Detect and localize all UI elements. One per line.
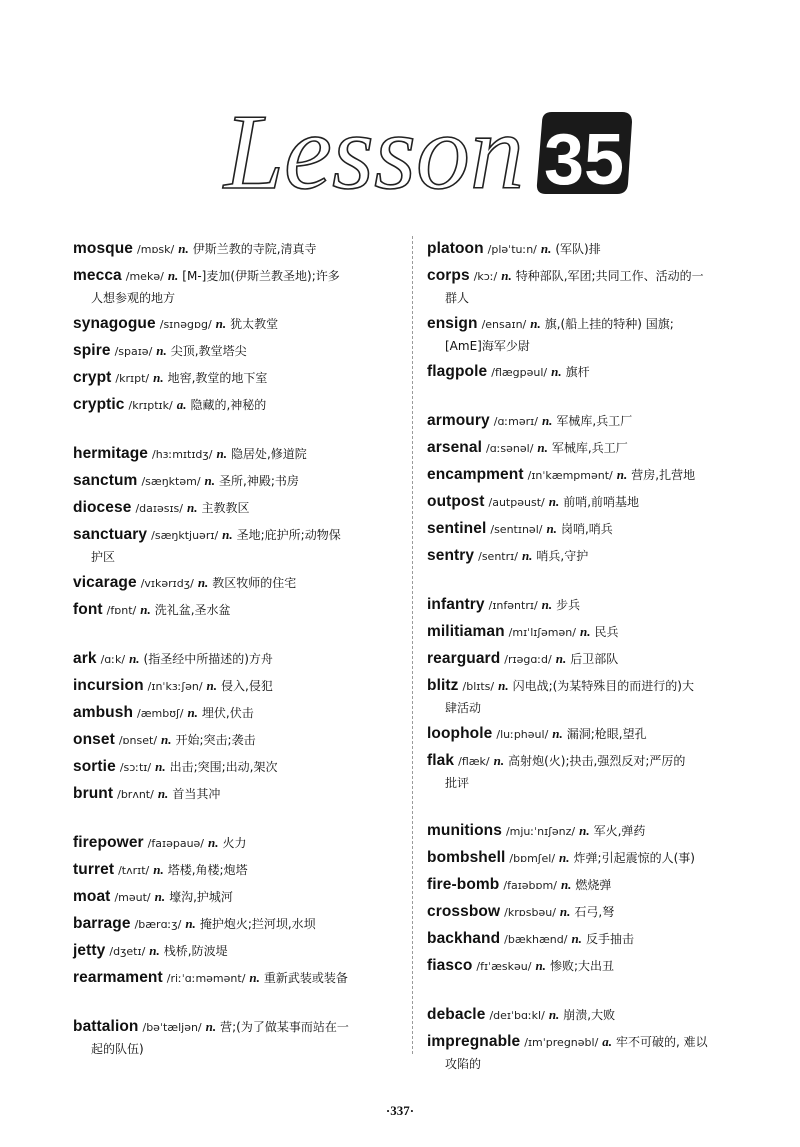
vocab-entry bbox=[427, 748, 762, 794]
definition: 主教教区 bbox=[201, 501, 250, 515]
part-of-speech: n. bbox=[140, 602, 151, 617]
pronunciation: /bærɑːʒ/ bbox=[134, 918, 182, 931]
pronunciation: /sentɪnəl/ bbox=[490, 523, 543, 536]
headword: turret bbox=[73, 861, 115, 878]
vocab-entry bbox=[73, 236, 413, 263]
pronunciation: /kɔː/ bbox=[473, 270, 498, 283]
vocab-entry bbox=[427, 236, 762, 263]
part-of-speech: n. bbox=[540, 241, 552, 256]
vocab-entry bbox=[73, 673, 413, 700]
pronunciation: /sæŋktəm/ bbox=[141, 475, 201, 488]
headword: backhand bbox=[427, 930, 501, 947]
part-of-speech: n. bbox=[187, 705, 198, 720]
definition: 火力 bbox=[222, 836, 247, 850]
vocab-entry bbox=[73, 781, 413, 808]
definition: 圣所,神殿;书房 bbox=[219, 474, 299, 488]
headword: militiaman bbox=[427, 623, 505, 640]
pronunciation: /ɒnset/ bbox=[118, 734, 158, 747]
vocab-entry bbox=[73, 338, 413, 365]
definition: 哨兵,守护 bbox=[536, 549, 589, 563]
part-of-speech: n. bbox=[546, 521, 557, 536]
headword: sentry bbox=[427, 547, 475, 564]
vocab-entry bbox=[427, 926, 762, 953]
headword: blitz bbox=[427, 677, 459, 694]
definition: 侵入,侵犯 bbox=[221, 679, 273, 693]
lesson-number-badge bbox=[537, 112, 632, 200]
vocab-entry bbox=[73, 263, 413, 309]
definition-continued: 肆活动 bbox=[445, 701, 482, 715]
headword: mecca bbox=[73, 267, 122, 284]
pronunciation: /flægpəul/ bbox=[491, 366, 548, 379]
pronunciation: /brʌnt/ bbox=[117, 788, 154, 801]
pronunciation: /bɒmʃel/ bbox=[509, 852, 556, 865]
definition: 旗,(船上挂的特种) 国旗; bbox=[544, 317, 674, 331]
headword: crossbow bbox=[427, 903, 501, 920]
vocab-entry bbox=[73, 727, 413, 754]
headword: vicarage bbox=[73, 574, 137, 591]
part-of-speech: n. bbox=[153, 370, 164, 385]
part-of-speech: n. bbox=[154, 889, 166, 904]
pronunciation: /mɪˈlɪʃəmən/ bbox=[508, 626, 576, 639]
vocab-entry bbox=[427, 818, 762, 845]
part-of-speech: n. bbox=[579, 624, 591, 639]
definition: 后卫部队 bbox=[570, 652, 619, 666]
pronunciation: /sɔːtɪ/ bbox=[119, 761, 152, 774]
part-of-speech: n. bbox=[616, 467, 628, 482]
page-number: ·337· bbox=[385, 1103, 415, 1118]
vocab-entry bbox=[427, 311, 762, 357]
vocab-entry bbox=[73, 857, 413, 884]
part-of-speech: n. bbox=[216, 446, 227, 461]
headword: crypt bbox=[73, 369, 112, 386]
headword: fire-bomb bbox=[427, 876, 500, 893]
column-divider bbox=[412, 236, 413, 1054]
pronunciation: /sɪnəgɒg/ bbox=[159, 318, 212, 331]
headword: rearmament bbox=[73, 969, 163, 986]
pronunciation: /sæŋktjuərɪ/ bbox=[151, 529, 219, 542]
vocab-entry bbox=[73, 495, 413, 522]
pronunciation: /hɜːmɪtɪdʒ/ bbox=[151, 448, 213, 461]
part-of-speech: n. bbox=[178, 241, 189, 256]
vocab-entry bbox=[73, 1014, 413, 1060]
definition: 军械库,兵工厂 bbox=[556, 414, 633, 428]
definition: 犹太教堂 bbox=[230, 317, 279, 331]
pronunciation: /rɪəgɑːd/ bbox=[504, 653, 552, 666]
part-of-speech: n. bbox=[521, 548, 533, 563]
definition: 特种部队,军团;共同工作、活动的一 bbox=[515, 269, 704, 283]
part-of-speech: n. bbox=[185, 916, 196, 931]
definition-continued: 起的队伍) bbox=[91, 1042, 144, 1056]
definition: 营房,扎营地 bbox=[631, 468, 696, 482]
pronunciation: /krɪpt/ bbox=[115, 372, 150, 385]
part-of-speech: n. bbox=[156, 343, 167, 358]
definition: 闪电战;(为某特殊目的而进行的)大 bbox=[512, 679, 694, 693]
pronunciation: /faɪəpauə/ bbox=[147, 837, 205, 850]
pronunciation: /ɪnfəntrɪ/ bbox=[488, 599, 538, 612]
part-of-speech: n. bbox=[167, 268, 179, 283]
headword: diocese bbox=[73, 499, 132, 516]
part-of-speech: n. bbox=[559, 850, 570, 865]
vocab-entry bbox=[73, 365, 413, 392]
definition: 旗杆 bbox=[565, 365, 590, 379]
pronunciation: /tʌrɪt/ bbox=[118, 864, 150, 877]
pronunciation: /luːphəul/ bbox=[496, 728, 549, 741]
pronunciation: /æmbʊʃ/ bbox=[137, 707, 184, 720]
part-of-speech: n. bbox=[551, 364, 562, 379]
vocab-entry bbox=[427, 408, 762, 435]
vocab-entry bbox=[73, 646, 413, 673]
pronunciation: /spaɪə/ bbox=[114, 345, 153, 358]
pronunciation: /krɪptɪk/ bbox=[128, 399, 173, 412]
definition-continued: 批评 bbox=[445, 776, 470, 790]
pronunciation: /mekə/ bbox=[125, 270, 164, 283]
pronunciation: /bækhænd/ bbox=[504, 933, 568, 946]
definition: 塔楼,角楼;炮塔 bbox=[167, 863, 248, 877]
headword: hermitage bbox=[73, 445, 148, 462]
definition: 民兵 bbox=[594, 625, 619, 639]
part-of-speech: n. bbox=[541, 597, 553, 612]
vocab-entry bbox=[73, 392, 413, 419]
part-of-speech: n. bbox=[552, 726, 563, 741]
part-of-speech: n. bbox=[493, 753, 505, 768]
headword: synagogue bbox=[73, 315, 156, 332]
part-of-speech: n. bbox=[530, 316, 541, 331]
part-of-speech: a. bbox=[602, 1034, 613, 1049]
group-spacer bbox=[427, 386, 762, 408]
headword: barrage bbox=[73, 915, 131, 932]
definition: 壕沟,护城河 bbox=[169, 890, 233, 904]
vocab-entry bbox=[73, 754, 413, 781]
group-spacer bbox=[427, 980, 762, 1002]
vocab-entry bbox=[427, 435, 762, 462]
vocab-entry bbox=[427, 543, 762, 570]
headword: onset bbox=[73, 731, 115, 748]
headword: fiasco bbox=[427, 957, 473, 974]
definition: 教区牧师的住宅 bbox=[212, 576, 297, 590]
definition: 尖顶,教堂塔尖 bbox=[170, 344, 247, 358]
part-of-speech: n. bbox=[559, 904, 571, 919]
pronunciation: /vɪkərɪdʒ/ bbox=[140, 577, 194, 590]
part-of-speech: n. bbox=[571, 931, 582, 946]
definition: 掩护炮火;拦河坝,水坝 bbox=[199, 917, 316, 931]
part-of-speech: n. bbox=[153, 862, 164, 877]
left-column bbox=[73, 236, 413, 1062]
part-of-speech: a. bbox=[176, 397, 187, 412]
vocab-entry bbox=[73, 830, 413, 857]
vocab-entry bbox=[427, 953, 762, 980]
part-of-speech: n. bbox=[541, 413, 553, 428]
definition: 岗哨,哨兵 bbox=[560, 522, 613, 536]
definition: 开始;突击;袭击 bbox=[175, 733, 256, 747]
group-spacer bbox=[73, 419, 413, 441]
headword: ambush bbox=[73, 704, 134, 721]
headword: sentinel bbox=[427, 520, 487, 537]
pronunciation: /bəˈtæljən/ bbox=[142, 1021, 202, 1034]
vocab-entry bbox=[427, 899, 762, 926]
part-of-speech: n. bbox=[149, 943, 160, 958]
definition: 伊斯兰教的寺院,清真寺 bbox=[192, 242, 317, 256]
part-of-speech: n. bbox=[129, 651, 140, 666]
pronunciation: /krɒsbəu/ bbox=[504, 906, 556, 919]
definition: 洗礼盆,圣水盆 bbox=[154, 603, 231, 617]
part-of-speech: n. bbox=[498, 678, 509, 693]
definition: 惨败;大出丑 bbox=[549, 959, 614, 973]
part-of-speech: n. bbox=[215, 316, 227, 331]
pronunciation: /ɪnˈkæmpmənt/ bbox=[527, 469, 613, 482]
vocab-entry bbox=[427, 462, 762, 489]
pronunciation: /ɑːk/ bbox=[100, 653, 126, 666]
vocab-entry bbox=[73, 522, 413, 568]
lesson-number: 35 bbox=[543, 120, 625, 200]
definition: 军械库,兵工厂 bbox=[551, 441, 628, 455]
headword: cryptic bbox=[73, 396, 125, 413]
definition: 前哨,前哨基地 bbox=[563, 495, 640, 509]
vocab-entry bbox=[427, 359, 762, 386]
headword: bombshell bbox=[427, 849, 506, 866]
definition: 燃烧弹 bbox=[575, 878, 612, 892]
part-of-speech: n. bbox=[205, 1019, 217, 1034]
definition: [M-]麦加(伊斯兰教圣地);许多 bbox=[182, 269, 340, 283]
definition-continued: [AmE]海军少尉 bbox=[445, 339, 530, 353]
vocab-entry bbox=[73, 938, 413, 965]
definition: 圣地;庇护所;动物保 bbox=[236, 528, 341, 542]
definition: 崩溃,大败 bbox=[563, 1008, 616, 1022]
vocab-entry bbox=[427, 872, 762, 899]
part-of-speech: n. bbox=[157, 786, 169, 801]
group-spacer bbox=[73, 808, 413, 830]
part-of-speech: n. bbox=[548, 494, 560, 509]
pronunciation: /pləˈtuːn/ bbox=[487, 243, 537, 256]
headword: munitions bbox=[427, 822, 502, 839]
headword: battalion bbox=[73, 1018, 139, 1035]
part-of-speech: n. bbox=[548, 1007, 560, 1022]
pronunciation: /flæk/ bbox=[458, 755, 490, 768]
headword: platoon bbox=[427, 240, 484, 257]
pronunciation: /dʒetɪ/ bbox=[109, 945, 146, 958]
part-of-speech: n. bbox=[535, 958, 546, 973]
lesson-word: Lesson bbox=[222, 100, 524, 200]
part-of-speech: n. bbox=[249, 970, 260, 985]
headword: debacle bbox=[427, 1006, 486, 1023]
group-spacer bbox=[427, 796, 762, 818]
headword: arsenal bbox=[427, 439, 482, 456]
headword: loophole bbox=[427, 725, 493, 742]
headword: font bbox=[73, 601, 103, 618]
group-spacer bbox=[73, 624, 413, 646]
definition: 炸弹;引起震惊的人(事) bbox=[573, 851, 695, 865]
part-of-speech: n. bbox=[161, 732, 172, 747]
headword: encampment bbox=[427, 466, 524, 483]
definition: 隐居处,修道院 bbox=[230, 447, 307, 461]
vocab-entry bbox=[427, 646, 762, 673]
definition: (军队)排 bbox=[555, 242, 601, 256]
vocab-entry bbox=[427, 619, 762, 646]
headword: impregnable bbox=[427, 1033, 521, 1050]
definition: 步兵 bbox=[556, 598, 581, 612]
pronunciation: /mjuːˈnɪʃənz/ bbox=[505, 825, 576, 838]
pronunciation: /sentrɪ/ bbox=[478, 550, 518, 563]
lesson-title-graphic bbox=[220, 100, 640, 200]
headword: sortie bbox=[73, 758, 116, 775]
headword: flak bbox=[427, 752, 455, 769]
vocab-entry bbox=[427, 263, 762, 309]
vocab-entry bbox=[427, 592, 762, 619]
part-of-speech: n. bbox=[560, 877, 572, 892]
pronunciation: /ɑːsənəl/ bbox=[486, 442, 534, 455]
headword: jetty bbox=[73, 942, 106, 959]
vocab-entry bbox=[427, 1029, 762, 1075]
vocab-entry bbox=[73, 441, 413, 468]
definition: 重新武装或装备 bbox=[263, 971, 348, 985]
part-of-speech: n. bbox=[186, 500, 198, 515]
pronunciation: /ɪnˈkɜːʃən/ bbox=[147, 680, 203, 693]
vocab-entry bbox=[73, 884, 413, 911]
definition: 漏洞;枪眼,望孔 bbox=[566, 727, 647, 741]
right-column bbox=[427, 236, 762, 1077]
vocab-entry bbox=[427, 845, 762, 872]
definition: 高射炮(火);抉击,强烈反对;严厉的 bbox=[508, 754, 686, 768]
part-of-speech: n. bbox=[501, 268, 512, 283]
headword: moat bbox=[73, 888, 111, 905]
headword: brunt bbox=[73, 785, 114, 802]
vocab-entry bbox=[73, 468, 413, 495]
headword: mosque bbox=[73, 240, 134, 257]
headword: ensign bbox=[427, 315, 478, 332]
part-of-speech: n. bbox=[222, 527, 233, 542]
definition: 军火,弹药 bbox=[593, 824, 646, 838]
vocab-entry bbox=[73, 965, 413, 992]
part-of-speech: n. bbox=[197, 575, 209, 590]
pronunciation: /faɪəbɒm/ bbox=[503, 879, 557, 892]
part-of-speech: n. bbox=[204, 473, 216, 488]
definition-continued: 护区 bbox=[91, 550, 116, 564]
definition: (指圣经中所描述的)方舟 bbox=[143, 652, 273, 666]
pronunciation: /fɪˈæskəu/ bbox=[476, 960, 532, 973]
headword: sanctum bbox=[73, 472, 138, 489]
definition: 反手抽击 bbox=[585, 932, 634, 946]
headword: armoury bbox=[427, 412, 490, 429]
vocab-entry bbox=[73, 911, 413, 938]
vocab-entry bbox=[73, 311, 413, 338]
pronunciation: /fɒnt/ bbox=[106, 604, 137, 617]
vocab-entry bbox=[427, 489, 762, 516]
part-of-speech: n. bbox=[208, 835, 219, 850]
part-of-speech: n. bbox=[579, 823, 590, 838]
pronunciation: /ɑːmərɪ/ bbox=[493, 415, 538, 428]
definition-continued: 群人 bbox=[445, 291, 470, 305]
definition: 埋伏,伏击 bbox=[201, 706, 254, 720]
part-of-speech: n. bbox=[555, 651, 567, 666]
headword: sanctuary bbox=[73, 526, 148, 543]
vocab-entry bbox=[73, 700, 413, 727]
definition: 出击;突围;出动,架次 bbox=[169, 760, 278, 774]
definition-continued: 人想参观的地方 bbox=[91, 291, 176, 305]
definition: 地窖,教堂的地下室 bbox=[167, 371, 268, 385]
pronunciation: /daɪəsɪs/ bbox=[135, 502, 183, 515]
vocab-entry bbox=[427, 721, 762, 748]
headword: firepower bbox=[73, 834, 144, 851]
vocab-entry bbox=[427, 1002, 762, 1029]
pronunciation: /ɪmˈpregnəbl/ bbox=[524, 1036, 599, 1049]
pronunciation: /mɒsk/ bbox=[137, 243, 175, 256]
definition-continued: 攻陷的 bbox=[445, 1057, 482, 1071]
part-of-speech: n. bbox=[155, 759, 166, 774]
group-spacer bbox=[73, 992, 413, 1014]
headword: flagpole bbox=[427, 363, 488, 380]
definition: 栈桥,防波堤 bbox=[163, 944, 228, 958]
group-spacer bbox=[427, 570, 762, 592]
vocab-entry bbox=[427, 516, 762, 543]
definition: 首当其冲 bbox=[172, 787, 221, 801]
pronunciation: /riːˈɑːməmənt/ bbox=[166, 972, 246, 985]
definition: 牢不可破的, 难以 bbox=[616, 1035, 708, 1049]
pronunciation: /məut/ bbox=[114, 891, 151, 904]
vocab-entry bbox=[73, 597, 413, 624]
pronunciation: /blɪts/ bbox=[462, 680, 495, 693]
headword: spire bbox=[73, 342, 111, 359]
pronunciation: /autpəust/ bbox=[488, 496, 545, 509]
vocab-entry bbox=[73, 570, 413, 597]
definition: 隐藏的,神秘的 bbox=[190, 398, 267, 412]
headword: rearguard bbox=[427, 650, 501, 667]
headword: ark bbox=[73, 650, 97, 667]
headword: incursion bbox=[73, 677, 144, 694]
headword: corps bbox=[427, 267, 470, 284]
vocab-entry bbox=[427, 673, 762, 719]
pronunciation: /ensaɪn/ bbox=[481, 318, 527, 331]
pronunciation: /deɪˈbɑːkl/ bbox=[489, 1009, 545, 1022]
headword: outpost bbox=[427, 493, 485, 510]
definition: 营;(为了做某事而站在一 bbox=[220, 1020, 349, 1034]
part-of-speech: n. bbox=[206, 678, 218, 693]
lesson-header bbox=[220, 100, 640, 200]
headword: infantry bbox=[427, 596, 485, 613]
part-of-speech: n. bbox=[537, 440, 548, 455]
definition: 石弓,弩 bbox=[574, 905, 615, 919]
